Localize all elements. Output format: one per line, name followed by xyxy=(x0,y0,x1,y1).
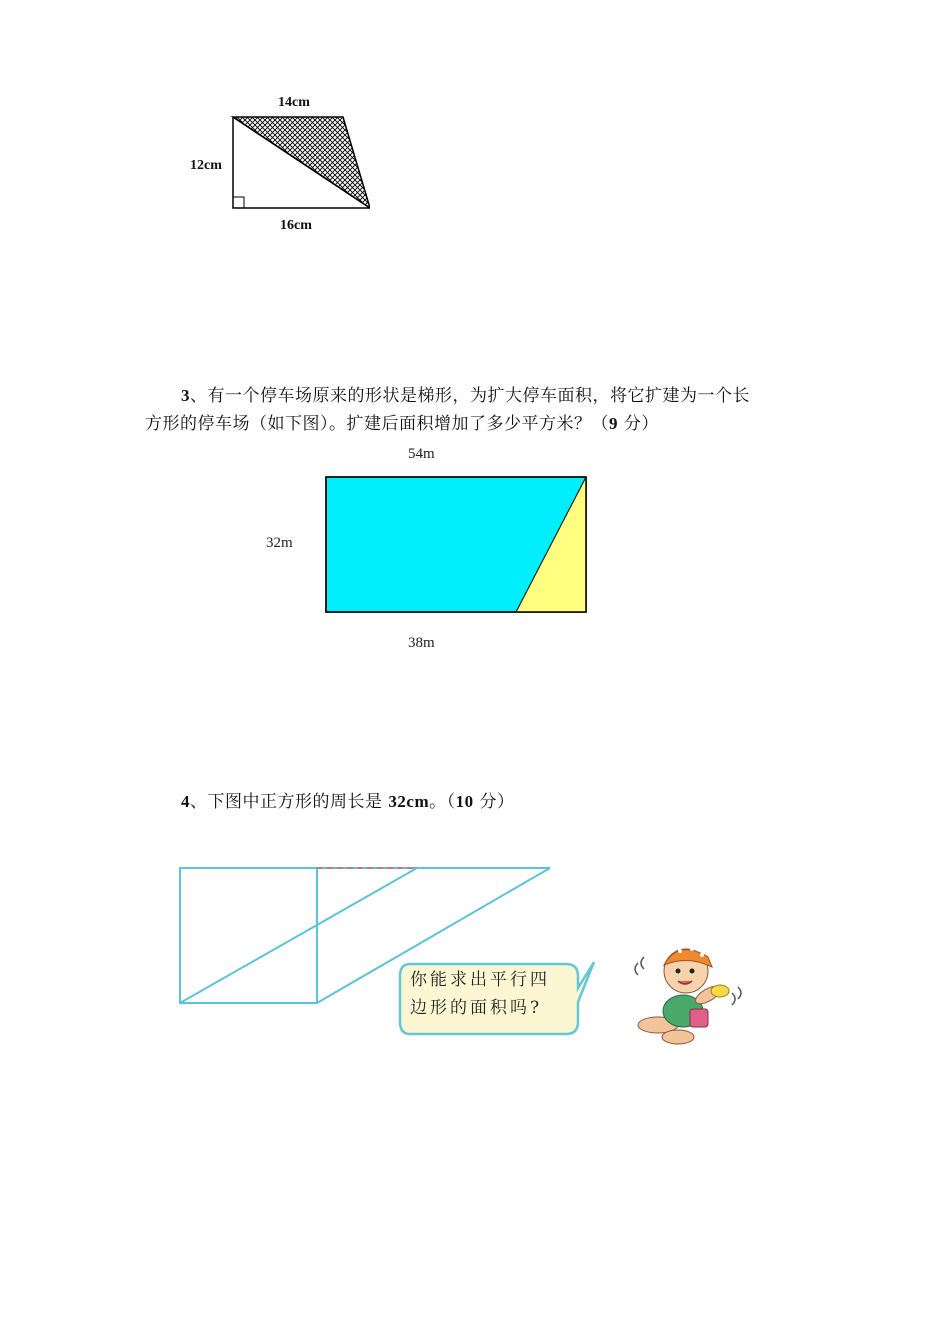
speech-bubble-text xyxy=(410,966,580,1022)
question-3-score: 9 xyxy=(609,414,618,433)
question-3-number: 3 xyxy=(181,386,190,405)
question-3 xyxy=(145,382,825,438)
parking-lot-diagram xyxy=(260,440,610,660)
question-4-text-a: 、下图中正方形的周长是 xyxy=(190,792,389,812)
question-3-text-1: 、有一个停车场原来的形状是梯形，为扩大停车面积，将它扩建为一个长 xyxy=(190,386,750,406)
cartoon-child-icon xyxy=(628,933,748,1048)
question-3-score-suffix: 分） xyxy=(618,414,659,434)
question-3-text-2: 方形的停车场（如下图）。扩建后面积增加了多少平方米？（ xyxy=(145,414,609,434)
figure-trapezoid xyxy=(170,90,370,250)
question-3-line-1 xyxy=(145,382,825,410)
parallelogram-left-side xyxy=(180,868,417,1003)
label-left: 12cm xyxy=(190,158,222,173)
label-bottom-38m: 38m xyxy=(408,635,435,651)
speech-bubble xyxy=(398,960,598,1040)
question-4-score-suffix: 分） xyxy=(473,792,515,812)
question-4 xyxy=(181,788,781,816)
question-4-text-b: 。（ xyxy=(429,792,456,812)
label-top: 14cm xyxy=(278,95,310,110)
label-left-32m: 32m xyxy=(266,535,293,551)
right-angle-marker xyxy=(233,197,244,208)
figure-parking-lot xyxy=(260,440,610,660)
label-top-54m: 54m xyxy=(408,446,435,462)
question-4-value: 32cm xyxy=(388,792,430,811)
question-3-line-2 xyxy=(145,410,825,438)
label-bottom: 16cm xyxy=(280,218,312,233)
question-4-number: 4 xyxy=(181,792,190,811)
square xyxy=(180,868,317,1003)
speech-bubble-line-1: 你能求出平行四 xyxy=(410,970,550,990)
question-4-score: 10 xyxy=(455,792,474,811)
speech-bubble-line-2: 边形的面积吗? xyxy=(410,998,543,1018)
